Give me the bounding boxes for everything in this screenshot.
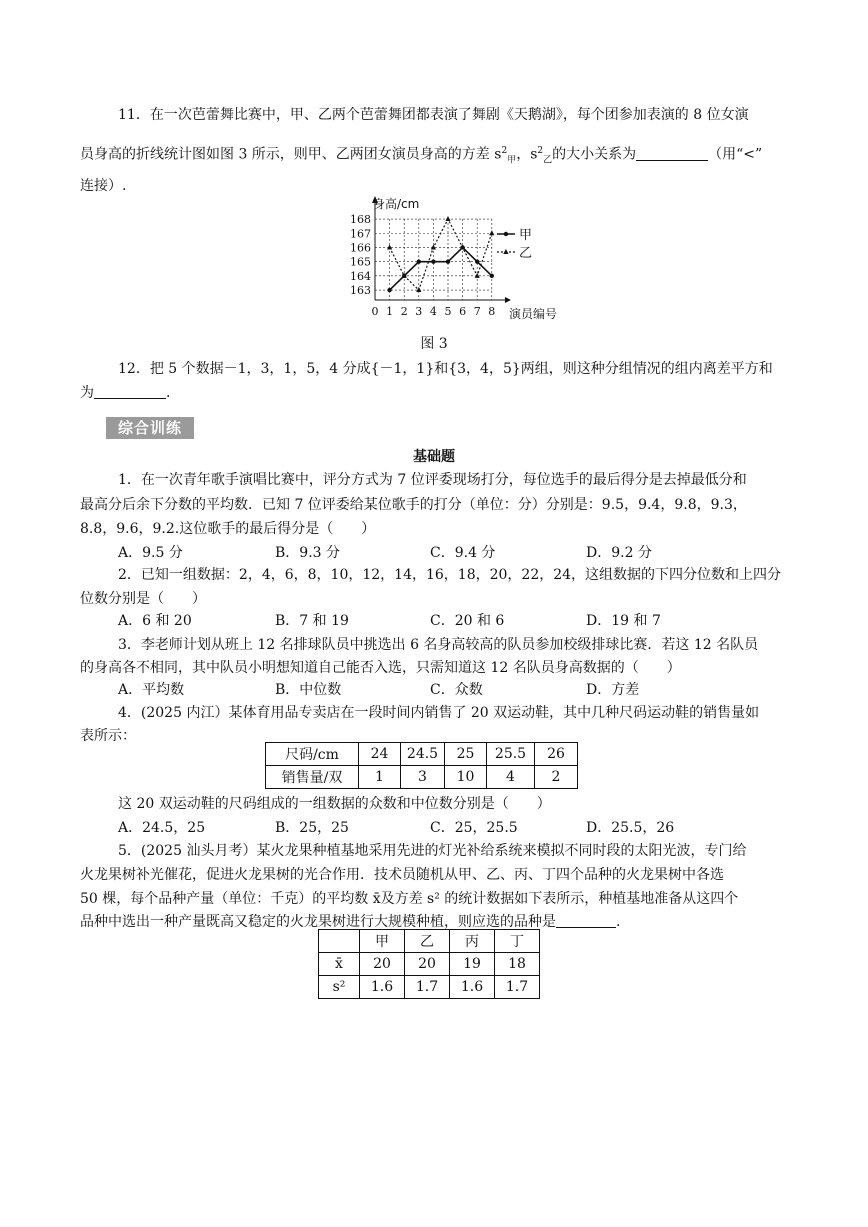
table-cell: 10 bbox=[445, 766, 487, 789]
b2-option-b: B．7 和 19 bbox=[275, 613, 349, 629]
height-line-chart bbox=[320, 196, 570, 334]
y-tick-label: 164 bbox=[350, 269, 371, 283]
data-point bbox=[445, 216, 450, 221]
x-axis-arrow bbox=[505, 297, 511, 303]
x-tick-label: 4 bbox=[429, 305, 437, 318]
table-cell: 1.6 bbox=[360, 976, 405, 999]
table-cell: 丙 bbox=[450, 930, 495, 953]
data-point bbox=[489, 230, 494, 235]
table-cell: x̄ bbox=[319, 953, 360, 976]
table-cell: 24.5 bbox=[401, 743, 445, 766]
q11-line1: 11．在一次芭蕾舞比赛中，甲、乙两个芭蕾舞团都表演了舞剧《天鹅湖》，每个团参加表演的 8 位女演 bbox=[118, 107, 749, 123]
table-cell: 18 bbox=[495, 953, 540, 976]
table-cell: 25.5 bbox=[487, 743, 535, 766]
y-tick-label: 168 bbox=[350, 213, 371, 227]
table-cell: s² bbox=[319, 976, 360, 999]
table-cell: 20 bbox=[360, 953, 405, 976]
b4-option-b: B．25，25 bbox=[275, 820, 349, 836]
data-point bbox=[490, 274, 494, 278]
fruit-stats-table bbox=[318, 929, 540, 999]
b2-line1: 2．已知一组数据：2，4，6，8，10，12，14，16，18，20，22，24，这组数据的下四分位数和上四分 bbox=[118, 567, 782, 583]
table-cell: 丁 bbox=[495, 930, 540, 953]
y-tick-label: 163 bbox=[350, 284, 371, 298]
table-row bbox=[266, 743, 578, 766]
y-tick-label: 165 bbox=[350, 255, 371, 269]
b5-line4a: 品种中选出一种产量既高又稳定的火龙果树进行大规模种植，则应选的品种是 bbox=[80, 914, 556, 930]
table-cell: 26 bbox=[535, 743, 578, 766]
data-point bbox=[446, 259, 450, 263]
b1-option-d: D．9.2 分 bbox=[586, 545, 652, 561]
x-tick-label: 8 bbox=[488, 305, 496, 318]
q12-line2a: 为 bbox=[80, 385, 94, 401]
b5-line4b: . bbox=[616, 914, 621, 930]
x-tick-label: 6 bbox=[459, 305, 467, 318]
q11-line2c: 的大小关系为 bbox=[552, 146, 637, 163]
b3-option-c: C．众数 bbox=[430, 682, 483, 698]
section-banner: 综合训练 bbox=[106, 417, 194, 439]
q12-answer-blank bbox=[94, 384, 166, 399]
series-line-0 bbox=[390, 247, 492, 290]
b3-option-a: A．平均数 bbox=[118, 682, 185, 698]
table-cell bbox=[319, 930, 360, 953]
table-cell: 2 bbox=[535, 766, 578, 789]
q12-line2 bbox=[80, 384, 170, 402]
q11-line2b: ，s bbox=[516, 146, 538, 163]
section-title: 基础题 bbox=[413, 449, 455, 465]
legend-marker-jia bbox=[504, 232, 508, 236]
q11-line3: 连接）. bbox=[80, 178, 127, 194]
table-cell: 25 bbox=[445, 743, 487, 766]
table-cell: 4 bbox=[487, 766, 535, 789]
b4-option-a: A．24.5，25 bbox=[118, 820, 206, 836]
table-cell: 甲 bbox=[360, 930, 405, 953]
table-row bbox=[319, 953, 540, 976]
legend-label: 甲 bbox=[518, 228, 532, 243]
data-point bbox=[431, 259, 435, 263]
table-row bbox=[319, 930, 540, 953]
legend-label: 乙 bbox=[518, 246, 532, 261]
b4-line2: 表所示： bbox=[80, 728, 136, 744]
x-tick-label: 0 bbox=[371, 305, 379, 318]
b1-option-b: B．9.3 分 bbox=[275, 545, 341, 561]
q11-sub-jia: 甲 bbox=[507, 155, 517, 166]
q11-answer-blank bbox=[636, 146, 708, 161]
q12-line1: 12．把 5 个数据－1，3，1，5，4 分成{－1，1}和{3，4，5}两组，则这种分组情况的组内离差平方和 bbox=[118, 361, 773, 377]
table-cell: 1.7 bbox=[495, 976, 540, 999]
b1-option-c: C．9.4 分 bbox=[430, 545, 496, 561]
table-cell: 20 bbox=[405, 953, 450, 976]
b2-line2: 位数分别是（ ） bbox=[80, 591, 206, 607]
data-point bbox=[475, 273, 480, 278]
table-cell: 24 bbox=[359, 743, 401, 766]
y-tick-label: 167 bbox=[350, 227, 371, 241]
table-cell: 1 bbox=[359, 766, 401, 789]
table-row bbox=[319, 976, 540, 999]
q12-line2b: . bbox=[166, 385, 171, 401]
b2-option-a: A．6 和 20 bbox=[118, 613, 192, 629]
b1-option-a: A．9.5 分 bbox=[118, 545, 183, 561]
y-axis-label: 身高/cm bbox=[373, 197, 420, 211]
q11-line2: 员身高的折线统计图如图 3 所示，则甲、乙两团女演员身高的方差 $s^2_甲$，$s^2_乙$的大小关系为 （用“<” bbox=[80, 146, 763, 166]
x-tick-label: 2 bbox=[400, 305, 408, 318]
b4-option-d: D．25.5，26 bbox=[586, 820, 675, 836]
b4-line1: 4．(2025 内江）某体育用品专卖店在一段时间内销售了 20 双运动鞋，其中几种尺码运动鞋的销售量如 bbox=[118, 705, 760, 721]
q11-line2d: （用“<” bbox=[708, 146, 763, 163]
shoe-size-table bbox=[265, 742, 578, 789]
data-point bbox=[417, 259, 421, 263]
q11-line2a: 员身高的折线统计图如图 3 所示，则甲、乙两团女演员身高的方差 s bbox=[80, 146, 502, 163]
b5-line3: 50 棵，每个品种产量（单位：千克）的平均数 x̄及方差 s² 的统计数据如下表所示，种植基地准备从这四个 bbox=[80, 891, 739, 907]
legend-marker-yi bbox=[503, 249, 508, 254]
data-point bbox=[387, 244, 392, 249]
table-cell: 尺码/cm bbox=[266, 743, 359, 766]
series-line-1 bbox=[390, 219, 492, 290]
x-tick-label: 5 bbox=[444, 305, 452, 318]
b3-option-b: B．中位数 bbox=[275, 682, 342, 698]
b1-line3: 8.8，9.6，9.2.这位歌手的最后得分是（ ） bbox=[80, 521, 376, 537]
x-tick-label: 1 bbox=[386, 305, 394, 318]
data-point bbox=[387, 288, 391, 292]
b1-line2: 最高分后余下分数的平均数．已知 7 位评委给某位歌手的打分（单位：分）分别是：9.5，9.4，9.8，9.3， bbox=[80, 497, 747, 513]
y-tick-label: 166 bbox=[350, 241, 371, 255]
b5-answer-blank bbox=[556, 913, 616, 928]
x-tick-label: 7 bbox=[473, 305, 481, 318]
b5-line2: 火龙果树补光催花，促进火龙果树的光合作用．技术员随机从甲、乙、丙、丁四个品种的火龙果树中各选 bbox=[80, 867, 724, 883]
table-row bbox=[266, 766, 578, 789]
table-cell: 乙 bbox=[405, 930, 450, 953]
b3-option-d: D．方差 bbox=[586, 682, 640, 698]
b2-option-c: C．20 和 6 bbox=[430, 613, 505, 629]
q11-sub-yi: 乙 bbox=[543, 155, 553, 166]
x-tick-label: 3 bbox=[415, 305, 423, 318]
figure-caption: 图 3 bbox=[420, 336, 448, 352]
table-cell: 1.7 bbox=[405, 976, 450, 999]
b2-option-d: D．19 和 7 bbox=[586, 613, 661, 629]
data-point bbox=[475, 259, 479, 263]
table-cell: 19 bbox=[450, 953, 495, 976]
b5-line1: 5．(2025 汕头月考）某火龙果种植基地采用先进的灯光补给系统来模拟不同时段的太阳光波，专门给 bbox=[118, 843, 747, 859]
b4-option-c: C．25，25.5 bbox=[430, 820, 518, 836]
table-cell: 销售量/双 bbox=[266, 766, 359, 789]
b4-line3: 这 20 双运动鞋的尺码组成的一组数据的众数和中位数分别是（ ） bbox=[118, 796, 551, 812]
b3-line1: 3．李老师计划从班上 12 名排球队员中挑选出 6 名身高较高的队员参加校级排球比赛．若这 12 名队员 bbox=[118, 637, 759, 653]
table-cell: 3 bbox=[401, 766, 445, 789]
b3-line2: 的身高各不相同，其中队员小明想知道自己能否入选，只需知道这 12 名队员身高数据的（ ） bbox=[80, 660, 681, 676]
b1-line1: 1．在一次青年歌手演唱比赛中，评分方式为 7 位评委现场打分，每位选手的最后得分是去掉最低分和 bbox=[118, 472, 747, 488]
x-axis-label: 演员编号 bbox=[508, 307, 557, 321]
table-cell: 1.6 bbox=[450, 976, 495, 999]
